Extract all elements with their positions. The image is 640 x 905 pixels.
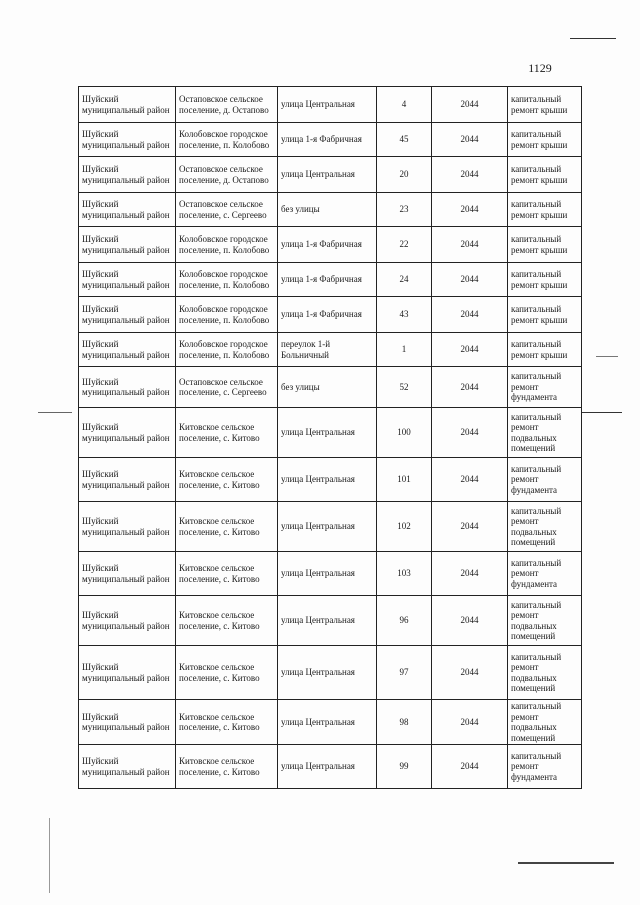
year-cell: 2044 [432, 596, 508, 646]
scan-mark-right-upper [596, 356, 618, 357]
year-cell: 2044 [432, 333, 508, 367]
scan-mark-right-middle [582, 412, 622, 413]
district-cell: Шуйский муниципальный район [79, 552, 176, 596]
scan-mark-left-edge [49, 818, 50, 893]
house-number-cell: 102 [377, 502, 432, 552]
district-cell: Шуйский муниципальный район [79, 408, 176, 458]
street-cell: переулок 1-й Больничный [278, 333, 377, 367]
settlement-cell: Китовское сельское поселение, с. Китово [176, 646, 278, 700]
settlement-cell: Китовское сельское поселение, с. Китово [176, 408, 278, 458]
house-number-cell: 20 [377, 157, 432, 193]
year-cell: 2044 [432, 157, 508, 193]
street-cell: улица Центральная [278, 458, 377, 502]
district-cell: Шуйский муниципальный район [79, 745, 176, 789]
settlement-cell: Китовское сельское поселение, с. Китово [176, 552, 278, 596]
scan-mark-bottom-right [518, 862, 614, 864]
settlement-cell: Китовское сельское поселение, с. Китово [176, 596, 278, 646]
house-number-cell: 96 [377, 596, 432, 646]
street-cell: без улицы [278, 193, 377, 227]
year-cell: 2044 [432, 227, 508, 263]
year-cell: 2044 [432, 502, 508, 552]
work-type-cell: капитальный ремонт крыши [508, 193, 582, 227]
street-cell: улица Центральная [278, 87, 377, 123]
settlement-cell: Китовское сельское поселение, с. Китово [176, 700, 278, 745]
year-cell: 2044 [432, 193, 508, 227]
table-row [79, 700, 582, 745]
street-cell: без улицы [278, 367, 377, 408]
work-type-cell: капитальный ремонт подвальных помещений [508, 700, 582, 745]
house-number-cell: 4 [377, 87, 432, 123]
year-cell: 2044 [432, 263, 508, 297]
work-type-cell: капитальный ремонт подвальных помещений [508, 408, 582, 458]
work-type-cell: капитальный ремонт крыши [508, 227, 582, 263]
year-cell: 2044 [432, 552, 508, 596]
settlement-cell: Колобовское городское поселение, п. Колобово [176, 297, 278, 333]
table-row [79, 227, 582, 263]
settlement-cell: Китовское сельское поселение, с. Китово [176, 502, 278, 552]
district-cell: Шуйский муниципальный район [79, 157, 176, 193]
house-number-cell: 1 [377, 333, 432, 367]
table-row [79, 87, 582, 123]
district-cell: Шуйский муниципальный район [79, 123, 176, 157]
street-cell: улица 1-я Фабричная [278, 263, 377, 297]
house-number-cell: 24 [377, 263, 432, 297]
house-number-cell: 99 [377, 745, 432, 789]
page-number: 1129 [528, 61, 552, 75]
district-cell: Шуйский муниципальный район [79, 333, 176, 367]
work-type-cell: капитальный ремонт подвальных помещений [508, 502, 582, 552]
house-number-cell: 23 [377, 193, 432, 227]
year-cell: 2044 [432, 646, 508, 700]
table-row [79, 333, 582, 367]
settlement-cell: Китовское сельское поселение, с. Китово [176, 745, 278, 789]
table-row [79, 193, 582, 227]
year-cell: 2044 [432, 700, 508, 745]
year-cell: 2044 [432, 367, 508, 408]
table-row [79, 123, 582, 157]
table-row [79, 297, 582, 333]
district-cell: Шуйский муниципальный район [79, 193, 176, 227]
district-cell: Шуйский муниципальный район [79, 458, 176, 502]
work-type-cell: капитальный ремонт крыши [508, 333, 582, 367]
table-row [79, 157, 582, 193]
scan-mark-left-middle [38, 412, 72, 413]
district-cell: Шуйский муниципальный район [79, 227, 176, 263]
settlement-cell: Остаповское сельское поселение, с. Сергеево [176, 367, 278, 408]
registry-table-body [79, 87, 582, 789]
district-cell: Шуйский муниципальный район [79, 502, 176, 552]
house-number-cell: 43 [377, 297, 432, 333]
year-cell: 2044 [432, 458, 508, 502]
year-cell: 2044 [432, 408, 508, 458]
house-number-cell: 52 [377, 367, 432, 408]
house-number-cell: 98 [377, 700, 432, 745]
scan-mark-top-right [570, 38, 616, 39]
table-row [79, 646, 582, 700]
house-number-cell: 97 [377, 646, 432, 700]
street-cell: улица 1-я Фабричная [278, 227, 377, 263]
district-cell: Шуйский муниципальный район [79, 263, 176, 297]
settlement-cell: Колобовское городское поселение, п. Колобово [176, 263, 278, 297]
settlement-cell: Колобовское городское поселение, п. Колобово [176, 333, 278, 367]
house-number-cell: 45 [377, 123, 432, 157]
work-type-cell: капитальный ремонт фундамента [508, 552, 582, 596]
work-type-cell: капитальный ремонт крыши [508, 263, 582, 297]
district-cell: Шуйский муниципальный район [79, 646, 176, 700]
table-row [79, 408, 582, 458]
table-row [79, 502, 582, 552]
year-cell: 2044 [432, 745, 508, 789]
work-type-cell: капитальный ремонт фундамента [508, 458, 582, 502]
street-cell: улица Центральная [278, 596, 377, 646]
settlement-cell: Остаповское сельское поселение, д. Остапово [176, 87, 278, 123]
table-row [79, 263, 582, 297]
work-type-cell: капитальный ремонт фундамента [508, 745, 582, 789]
house-number-cell: 22 [377, 227, 432, 263]
street-cell: улица 1-я Фабричная [278, 297, 377, 333]
settlement-cell: Колобовское городское поселение, п. Колобово [176, 227, 278, 263]
settlement-cell: Китовское сельское поселение, с. Китово [176, 458, 278, 502]
table-row [79, 596, 582, 646]
table-row [79, 552, 582, 596]
street-cell: улица Центральная [278, 700, 377, 745]
work-type-cell: капитальный ремонт подвальных помещений [508, 646, 582, 700]
work-type-cell: капитальный ремонт крыши [508, 123, 582, 157]
street-cell: улица Центральная [278, 157, 377, 193]
district-cell: Шуйский муниципальный район [79, 700, 176, 745]
year-cell: 2044 [432, 297, 508, 333]
work-type-cell: капитальный ремонт подвальных помещений [508, 596, 582, 646]
year-cell: 2044 [432, 87, 508, 123]
street-cell: улица Центральная [278, 408, 377, 458]
house-number-cell: 101 [377, 458, 432, 502]
table-row [79, 367, 582, 408]
year-cell: 2044 [432, 123, 508, 157]
work-type-cell: капитальный ремонт крыши [508, 157, 582, 193]
work-type-cell: капитальный ремонт крыши [508, 87, 582, 123]
work-type-cell: капитальный ремонт фундамента [508, 367, 582, 408]
district-cell: Шуйский муниципальный район [79, 596, 176, 646]
settlement-cell: Остаповское сельское поселение, д. Остапово [176, 157, 278, 193]
work-type-cell: капитальный ремонт крыши [508, 297, 582, 333]
registry-table [78, 86, 582, 789]
district-cell: Шуйский муниципальный район [79, 297, 176, 333]
district-cell: Шуйский муниципальный район [79, 367, 176, 408]
settlement-cell: Колобовское городское поселение, п. Колобово [176, 123, 278, 157]
table-row [79, 745, 582, 789]
street-cell: улица Центральная [278, 552, 377, 596]
house-number-cell: 100 [377, 408, 432, 458]
district-cell: Шуйский муниципальный район [79, 87, 176, 123]
settlement-cell: Остаповское сельское поселение, с. Сергеево [176, 193, 278, 227]
table-row [79, 458, 582, 502]
street-cell: улица Центральная [278, 745, 377, 789]
street-cell: улица Центральная [278, 646, 377, 700]
street-cell: улица 1-я Фабричная [278, 123, 377, 157]
street-cell: улица Центральная [278, 502, 377, 552]
house-number-cell: 103 [377, 552, 432, 596]
